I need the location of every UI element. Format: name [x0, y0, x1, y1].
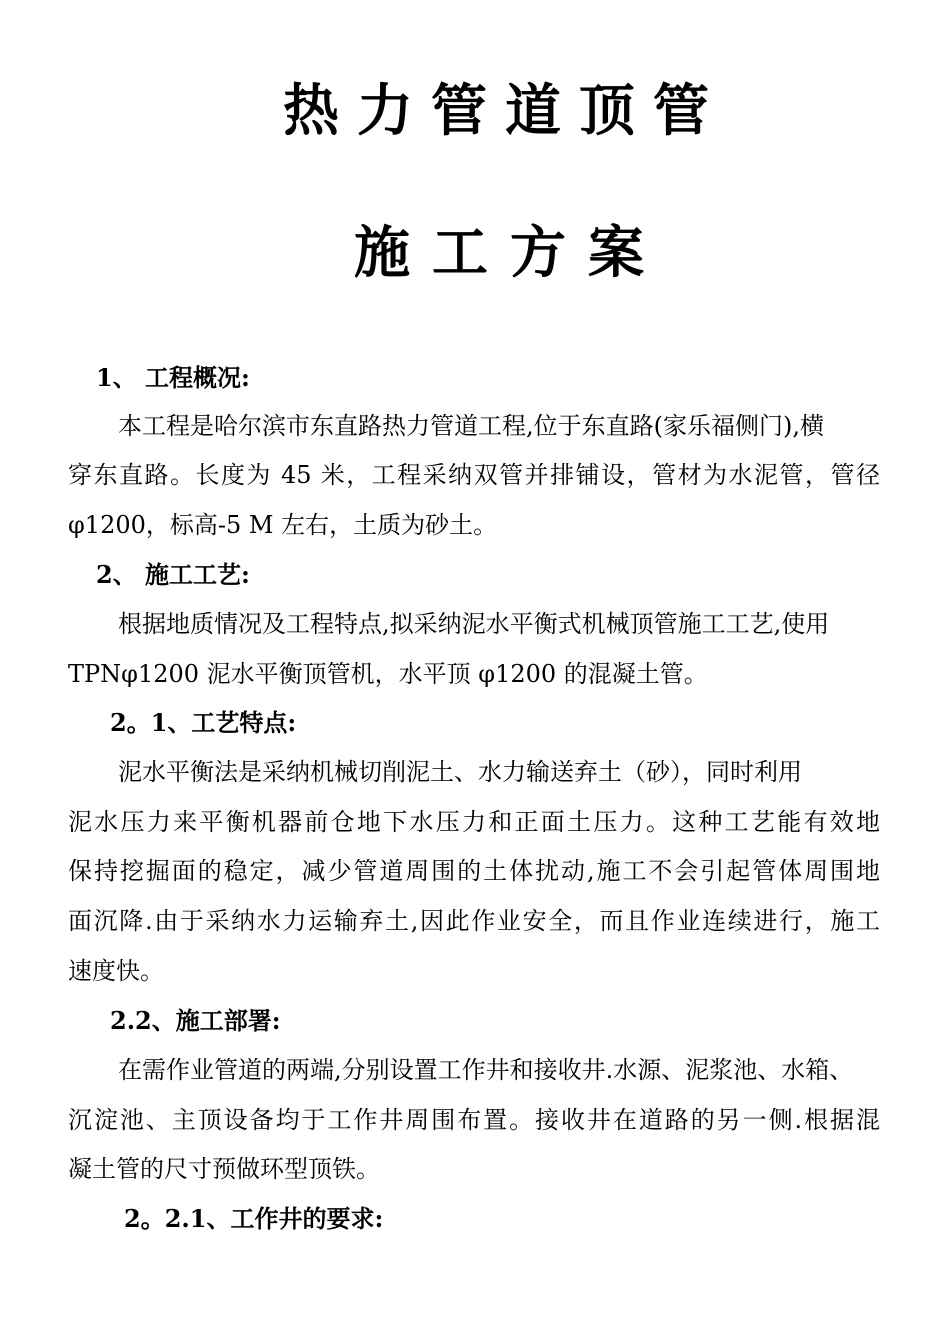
section-2-heading: 2、 施工工艺: — [96, 560, 250, 589]
section-2-1-paragraph-line: 泥水压力来平衡机器前仓地下水压力和正面土压力。这种工艺能有效地 — [68, 808, 880, 836]
section-2-2-paragraph-line: 沉淀池、主顶设备均于工作井周围布置。接收井在道路的另一侧.根据混 — [68, 1106, 880, 1134]
section-2-paragraph-line: 根据地质情况及工程特点,拟采纳泥水平衡式机械顶管施工工艺,使用 — [118, 610, 830, 638]
section-1-paragraph-line: 穿东直路。长度为 45 米，工程采纳双管并排铺设，管材为水泥管，管径 — [68, 461, 880, 489]
document-title-line-2: 施工方案 — [354, 221, 666, 286]
section-2-2-1-heading: 2。2.1、工作井的要求: — [124, 1204, 384, 1233]
section-2-1-paragraph-line: 面沉降.由于采纳水力运输弃土,因此作业安全，而且作业连续进行，施工 — [68, 907, 880, 935]
document-title-line-1: 热力管道顶管 — [283, 79, 727, 144]
section-2-2-heading: 2.2、施工部署: — [110, 1006, 281, 1035]
section-2-2-paragraph-line: 在需作业管道的两端,分别设置工作井和接收井.水源、泥浆池、水箱、 — [118, 1056, 854, 1084]
section-2-paragraph-line: TPNφ1200 泥水平衡顶管机，水平顶 φ1200 的混凝土管。 — [68, 660, 708, 688]
section-1-paragraph-line: φ1200，标高-5 M 左右，土质为砂土。 — [68, 511, 498, 539]
section-2-1-heading: 2。1、工艺特点: — [110, 708, 297, 737]
section-2-1-paragraph-line: 保持挖掘面的稳定，减少管道周围的土体扰动,施工不会引起管体周围地 — [68, 857, 880, 885]
section-2-2-paragraph-line: 凝土管的尺寸预做环型顶铁。 — [68, 1155, 380, 1183]
section-2-1-paragraph-line: 速度快。 — [68, 957, 164, 985]
section-2-1-paragraph-line: 泥水平衡法是采纳机械切削泥土、水力输送弃土（砂），同时利用 — [118, 758, 802, 786]
section-1-heading: 1、 工程概况: — [96, 363, 250, 392]
section-1-paragraph-line: 本工程是哈尔滨市东直路热力管道工程,位于东直路(家乐福侧门),横 — [118, 412, 824, 440]
